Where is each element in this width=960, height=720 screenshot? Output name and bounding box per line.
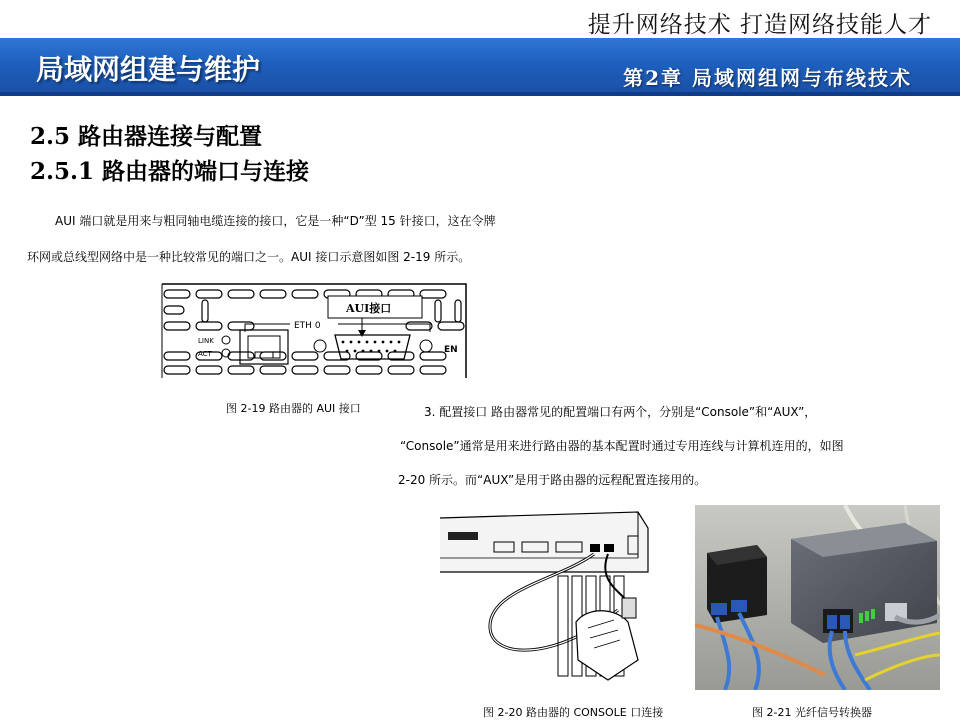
header-slogan: 提升网络技术 打造网络技能人才 [587,12,932,38]
subsection-heading: 2.5.1 路由器的端口与连接 [30,158,310,185]
config-paragraph-line3: 2-20 所示。而“AUX”是用于路由器的远程配置连接用的。 [398,473,707,487]
chapter-title: 第2章 局域网组网与布线技术 [623,66,912,90]
fig19-caption: 图 2-19 路由器的 AUI 接口 [226,402,361,415]
link-led-label: LINK [198,337,214,345]
config-paragraph-line1: 3. 配置接口 路由器常见的配置端口有两个，分别是“Console”和“AUX”， [424,405,817,419]
title-banner [0,38,960,96]
en-label: EN [444,345,458,355]
fiber-converter-photo [695,505,940,690]
aui-port-figure [160,280,470,380]
config-paragraph-line2: “Console”通常是用来进行路由器的基本配置时通过专用连线与计算机连用的，如图 [400,439,844,453]
section-heading: 2.5 路由器连接与配置 [30,123,263,150]
console-connection-figure [438,510,663,688]
aui-paragraph-line1: AUI 端口就是用来与粗同轴电缆连接的接口，它是一种“D”型 15 针接口，这在令牌 [55,214,496,228]
fig21-caption: 图 2-21 光纤信号转换器 [752,706,872,719]
aui-callout-label: AUI接口 [346,302,392,315]
act-led-label: ACT [198,350,212,358]
course-title: 局域网组建与维护 [36,53,261,86]
fig20-caption: 图 2-20 路由器的 CONSOLE 口连接 [483,706,664,719]
aui-paragraph-line2: 环网或总线型网络中是一种比较常见的端口之一。AUI 接口示意图如图 2-19 所示。 [27,250,471,264]
eth0-label: ETH 0 [294,321,321,331]
